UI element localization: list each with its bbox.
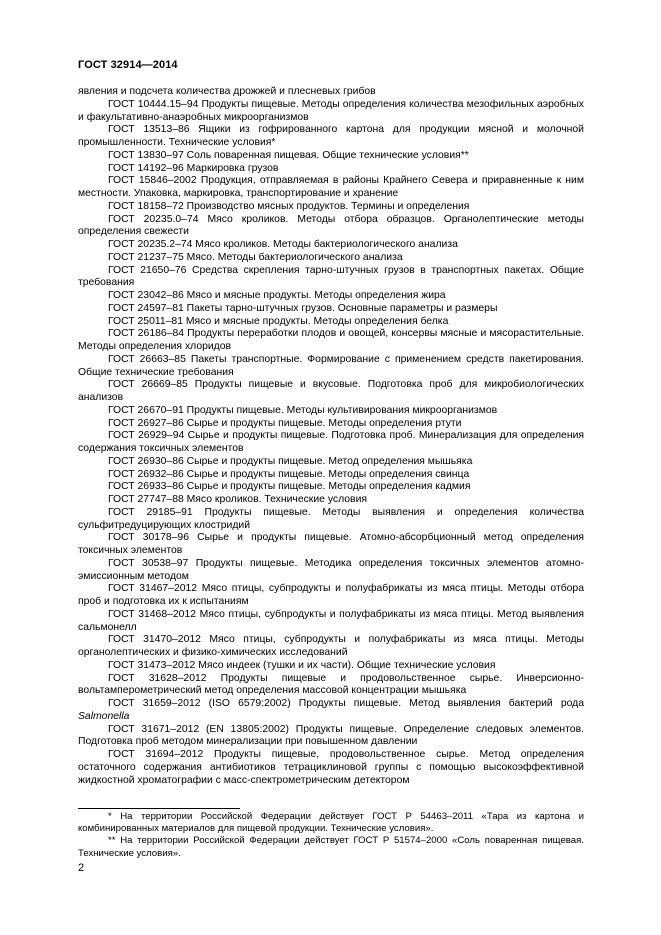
list-item: ГОСТ 31671–2012 (EN 13805:2002) Продукты пищевые. Определение следовых элементов. Подготовка проб методом минерализации при повышенном давлении bbox=[78, 723, 584, 748]
list-item: ГОСТ 20235.2–74 Мясо кроликов. Методы бактериологического анализа bbox=[108, 239, 458, 250]
list-item: ГОСТ 26670–91 Продукты пищевые. Методы культивирования микроорганизмов bbox=[108, 404, 498, 416]
list-item: ГОСТ 14192–96 Маркировка грузов bbox=[108, 162, 279, 174]
list-item: ГОСТ 26932–86 Сырье и продукты пищевые. Методы определения свинца bbox=[108, 468, 470, 480]
list-item: ГОСТ 23042–86 Мясо и мясные продукты. Методы определения жира bbox=[108, 290, 446, 301]
list-item: ГОСТ 31468–2012 Мясо птицы, субпродукты и полуфабрикаты из мяса птицы. Метод выявления сальмонелл bbox=[78, 608, 584, 633]
list-item: ГОСТ 26933–86 Сырье и продукты пищевые. Методы определения кадмия bbox=[108, 481, 471, 493]
list-item: ГОСТ 24597–81 Пакеты тарно-штучных грузов. Основные параметры и размеры bbox=[108, 302, 498, 314]
list-item: ГОСТ 31473–2012 Мясо индеек (тушки и их части). Общие технические условия bbox=[108, 659, 496, 671]
list-item: ГОСТ 26186–84 Продукты переработки плодов и овощей, консервы мясные и мясорастительные. Методы определения хлоридов bbox=[78, 328, 584, 352]
list-item: ГОСТ 26929–94 Сырье и продукты пищевые. Подготовка проб. Минерализация для определения содержания токсичных элементов bbox=[78, 430, 584, 454]
list-item: ГОСТ 30178–96 Сырье и продукты пищевые. Атомно-абсорбционный метод определения токсичных элементов bbox=[78, 532, 584, 556]
list-item: ГОСТ 26930–86 Сырье и продукты пищевые. Метод определения мышьяка bbox=[108, 455, 473, 467]
list-item: ГОСТ 31628–2012 Продукты пищевые и продовольственное сырье. Инверсионно-вольтамперометрический метод определения массовой концентрации мышьяка bbox=[78, 672, 584, 697]
footnote-divider bbox=[78, 808, 240, 809]
list-item: ГОСТ 13830–97 Соль поваренная пищевая. Общие технические условия** bbox=[108, 149, 469, 161]
list-item: ГОСТ 31467–2012 Мясо птицы, субпродукты и полуфабрикаты из мяса птицы. Методы отбора проб и подготовка их к испытаниям bbox=[78, 583, 584, 607]
list-item: явления и подсчета количества дрожжей и плесневых грибов bbox=[78, 86, 376, 97]
list-item: ГОСТ 31470–2012 Мясо птицы, субпродукты и полуфабрикаты из мяса птицы. Методы органолептических и физико-химических исследований bbox=[78, 634, 584, 658]
footnote: * На территории Российской Федерации действует ГОСТ Р 54463–2011 «Тара из картона и комбинированных материалов для пищевой продукции. Технические условия». bbox=[78, 811, 584, 835]
list-item: ГОСТ 26669–85 Продукты пищевые и вкусовые. Подготовка проб для микробиологических анализов bbox=[78, 379, 584, 403]
list-item: ГОСТ 18158–72 Производство мясных продуктов. Термины и определения bbox=[108, 200, 470, 212]
list-item: ГОСТ 20235.0–74 Мясо кроликов. Методы отбора образцов. Органолептические методы определения свежести bbox=[78, 213, 584, 238]
list-item: ГОСТ 15846–2002 Продукция, отправляемая в районы Крайнего Севера и приравненные к ним местности. Упаковка, маркировка, транспортирование и хранение bbox=[78, 175, 584, 199]
salmonella-term: Salmonella bbox=[78, 710, 130, 722]
list-item: ГОСТ 30538–97 Продукты пищевые. Методика определения токсичных элементов атомно-эмиссионным методом bbox=[78, 557, 584, 582]
list-item: ГОСТ 10444.15–94 Продукты пищевые. Методы определения количества мезофильных аэробных и факультативно-анаэробных микроорганизмов bbox=[78, 98, 584, 123]
list-item: ГОСТ 25011–81 Мясо и мясные продукты. Методы определения белка bbox=[108, 315, 449, 327]
footnotes bbox=[78, 811, 584, 860]
list-item: ГОСТ 21237–75 Мясо. Методы бактериологического анализа bbox=[108, 251, 403, 263]
list-item: ГОСТ 13513–86 Ящики из гофрированного картона для продукции мясной и молочной промышленности. Технические условия* bbox=[78, 124, 584, 148]
list-item: ГОСТ 31694–2012 Продукты пищевые, продовольственное сырье. Метод определения остаточного содержания антибиотиков тетрациклиновой группы с помощью высокоэффективной жидкостной хроматографии с масс-спектрометрическим детектором bbox=[78, 749, 584, 786]
page-number: 2 bbox=[78, 862, 85, 874]
list-item bbox=[78, 698, 584, 724]
list-item: ГОСТ 29185–91 Продукты пищевые. Методы выявления и определения количества сульфитредуцирующих клостридий bbox=[78, 506, 584, 531]
footnote: ** На территории Российской Федерации действует ГОСТ Р 51574–2000 «Соль поваренная пищевая. Технические условия». bbox=[78, 835, 584, 859]
list-item: ГОСТ 26927–86 Сырье и продукты пищевые. Методы определения ртути bbox=[108, 417, 462, 429]
normative-references-list bbox=[78, 86, 584, 787]
list-item: ГОСТ 21650–76 Средства скрепления тарно-штучных грузов в транспортных пакетах. Общие требования bbox=[78, 264, 584, 289]
list-item: ГОСТ 27747–88 Мясо кроликов. Технические условия bbox=[108, 494, 368, 505]
document-header: ГОСТ 32914—2014 bbox=[78, 59, 178, 71]
list-item-text: ГОСТ 31659–2012 (ISO 6579:2002) Продукты пищевые. Метод выявления бактерий рода bbox=[108, 698, 584, 709]
list-item: ГОСТ 26663–85 Пакеты транспортные. Формирование с применением средств пакетирования. Общие технические требования bbox=[78, 353, 584, 378]
